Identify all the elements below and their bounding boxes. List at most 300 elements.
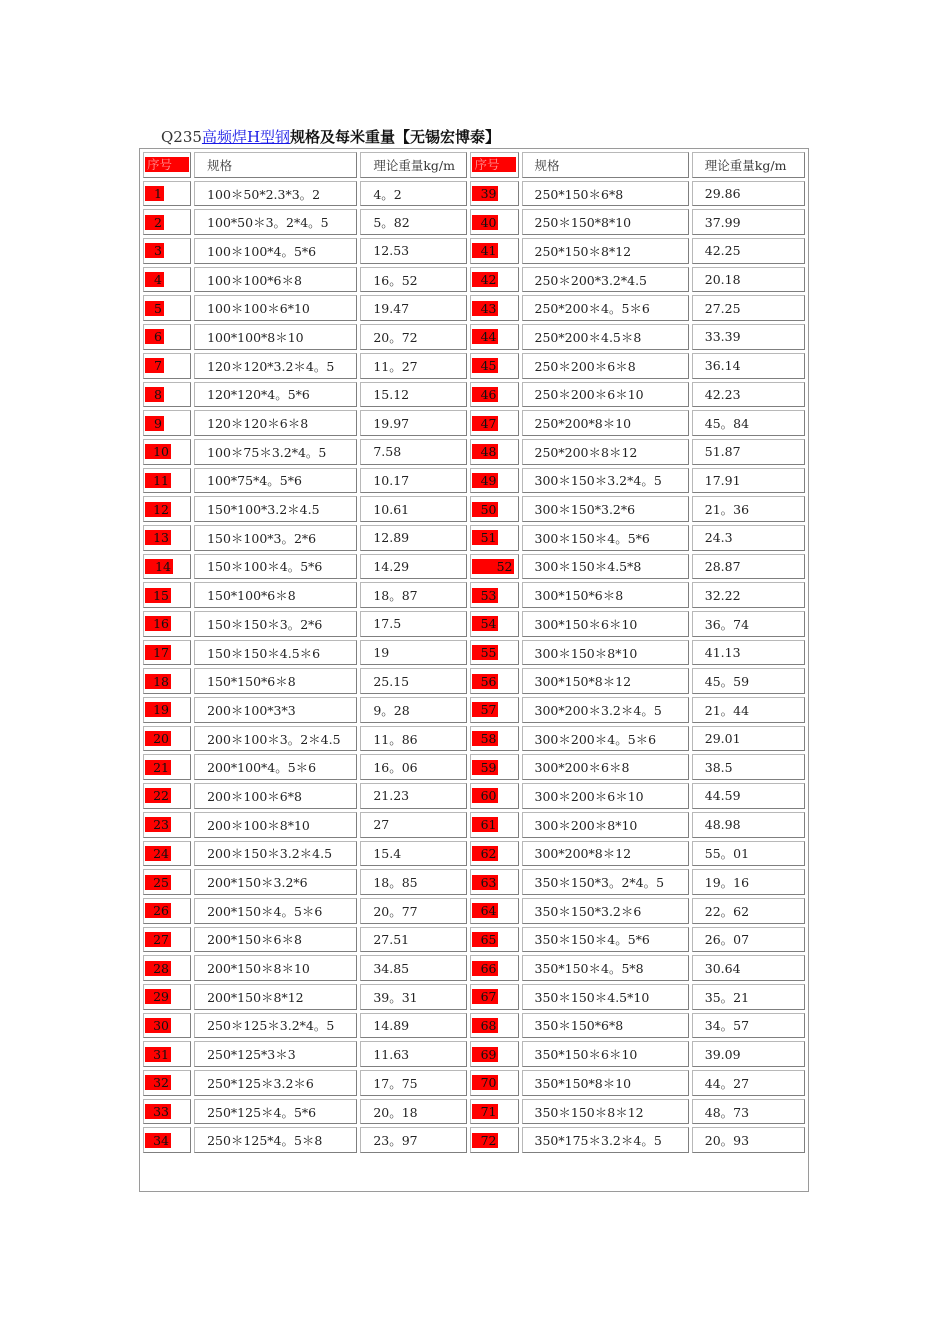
weight-right: 32.22 xyxy=(692,582,805,608)
table-row xyxy=(143,496,805,522)
page-title xyxy=(161,126,500,147)
weight-left: 23。97 xyxy=(360,1127,467,1153)
row-number-left-cell xyxy=(143,382,191,408)
spec-right: 300*150＊6＊10 xyxy=(522,611,689,637)
row-number-right-cell xyxy=(470,439,518,465)
spec-right: 300＊200＊8*10 xyxy=(522,812,689,838)
row-number-left-cell xyxy=(143,955,191,981)
row-number-right: 70 xyxy=(472,1075,498,1090)
weight-left: 19.47 xyxy=(360,295,467,321)
row-number-right-cell xyxy=(470,468,518,494)
weight-left: 12.53 xyxy=(360,238,467,264)
row-number-right-cell xyxy=(470,783,518,809)
table-row xyxy=(143,927,805,953)
weight-right: 19。16 xyxy=(692,869,805,895)
row-number-right: 53 xyxy=(472,588,498,603)
row-number-right-cell xyxy=(470,1099,518,1125)
weight-left: 16。06 xyxy=(360,754,467,780)
table-row xyxy=(143,1127,805,1153)
header-spec-left: 规格 xyxy=(194,152,357,178)
spec-left: 200*150＊6＊8 xyxy=(194,927,357,953)
row-number-left: 9 xyxy=(145,416,164,431)
spec-left: 150＊100＊4。5*6 xyxy=(194,554,357,580)
spec-left: 200*100*4。5＊6 xyxy=(194,754,357,780)
spec-left: 100＊100*6＊8 xyxy=(194,267,357,293)
row-number-right: 61 xyxy=(472,817,498,832)
row-number-left-cell xyxy=(143,525,191,551)
row-number-right-cell xyxy=(470,238,518,264)
header-no-right: 序号 xyxy=(472,157,516,172)
spec-right: 300＊200＊6＊10 xyxy=(522,783,689,809)
spec-left: 150*150*6＊8 xyxy=(194,668,357,694)
spec-left: 100＊100＊6*10 xyxy=(194,295,357,321)
row-number-right-cell xyxy=(470,668,518,694)
row-number-left-cell xyxy=(143,439,191,465)
table-row xyxy=(143,554,805,580)
row-number-right-cell xyxy=(470,382,518,408)
weight-right: 30.64 xyxy=(692,955,805,981)
row-number-left: 3 xyxy=(145,243,164,258)
row-number-right: 69 xyxy=(472,1047,498,1062)
table-row xyxy=(143,611,805,637)
spec-left: 200＊100＊6*8 xyxy=(194,783,357,809)
row-number-left-cell xyxy=(143,841,191,867)
spec-right: 300＊150＊3.2*4。5 xyxy=(522,468,689,494)
row-number-left: 22 xyxy=(145,788,171,803)
table-row xyxy=(143,697,805,723)
row-number-right: 43 xyxy=(472,301,498,316)
row-number-right: 45 xyxy=(472,358,498,373)
row-number-right-cell xyxy=(470,955,518,981)
weight-right: 41.13 xyxy=(692,640,805,666)
spec-left: 100＊75＊3.2*4。5 xyxy=(194,439,357,465)
weight-left: 9。28 xyxy=(360,697,467,723)
table-row xyxy=(143,1013,805,1039)
spec-right: 250＊200＊6＊10 xyxy=(522,382,689,408)
weight-right: 33.39 xyxy=(692,324,805,350)
row-number-right: 40 xyxy=(472,215,498,230)
row-number-left: 34 xyxy=(145,1133,171,1148)
row-number-left: 32 xyxy=(145,1075,171,1090)
row-number-left: 16 xyxy=(145,616,171,631)
spec-left: 200＊100*3*3 xyxy=(194,697,357,723)
row-number-right-cell xyxy=(470,1127,518,1153)
weight-right: 48。73 xyxy=(692,1099,805,1125)
row-number-right-cell xyxy=(470,984,518,1010)
row-number-right: 67 xyxy=(472,989,498,1004)
spec-right: 350*175＊3.2＊4。5 xyxy=(522,1127,689,1153)
weight-left: 11.63 xyxy=(360,1041,467,1067)
row-number-right: 51 xyxy=(472,530,498,545)
weight-left: 4。2 xyxy=(360,181,467,207)
spec-right: 350*150＊4。5*8 xyxy=(522,955,689,981)
spec-right: 300*200*8＊12 xyxy=(522,841,689,867)
row-number-left-cell xyxy=(143,1070,191,1096)
spec-left: 200*150＊8*12 xyxy=(194,984,357,1010)
row-number-right: 41 xyxy=(472,243,498,258)
weight-right: 38.5 xyxy=(692,754,805,780)
row-number-right: 47 xyxy=(472,416,498,431)
row-number-right: 54 xyxy=(472,616,498,631)
table-row xyxy=(143,324,805,350)
weight-left: 27.51 xyxy=(360,927,467,953)
weight-left: 19.97 xyxy=(360,410,467,436)
row-number-right: 66 xyxy=(472,961,498,976)
row-number-left: 6 xyxy=(145,329,164,344)
row-number-left-cell xyxy=(143,697,191,723)
row-number-left-cell xyxy=(143,783,191,809)
row-number-left-cell xyxy=(143,812,191,838)
row-number-right-cell xyxy=(470,353,518,379)
spec-left: 200＊100＊8*10 xyxy=(194,812,357,838)
weight-left: 11。27 xyxy=(360,353,467,379)
spec-left: 250＊125＊3.2*4。5 xyxy=(194,1013,357,1039)
weight-right: 22。62 xyxy=(692,898,805,924)
spec-left: 100＊100*4。5*6 xyxy=(194,238,357,264)
row-number-left-cell xyxy=(143,267,191,293)
row-number-right: 50 xyxy=(472,502,498,517)
spec-right: 350＊150*3。2*4。5 xyxy=(522,869,689,895)
row-number-right: 63 xyxy=(472,875,498,890)
row-number-right: 52 xyxy=(472,559,514,574)
weight-left: 18。85 xyxy=(360,869,467,895)
spec-right: 350*150＊6＊10 xyxy=(522,1041,689,1067)
table-row xyxy=(143,295,805,321)
row-number-right-cell xyxy=(470,726,518,752)
spec-left: 200＊150＊3.2＊4.5 xyxy=(194,841,357,867)
weight-left: 34.85 xyxy=(360,955,467,981)
row-number-right: 57 xyxy=(472,702,498,717)
spec-table-frame xyxy=(139,148,809,1192)
row-number-right: 49 xyxy=(472,473,498,488)
spec-left: 250*125＊4。5*6 xyxy=(194,1099,357,1125)
weight-right: 55。01 xyxy=(692,841,805,867)
weight-left: 14.29 xyxy=(360,554,467,580)
spec-right: 350＊150*3.2＊6 xyxy=(522,898,689,924)
table-row xyxy=(143,984,805,1010)
spec-right: 300*200＊3.2＊4。5 xyxy=(522,697,689,723)
row-number-right-cell xyxy=(470,927,518,953)
row-number-left: 10 xyxy=(145,444,171,459)
weight-right: 21。44 xyxy=(692,697,805,723)
row-number-right: 59 xyxy=(472,760,498,775)
table-row xyxy=(143,783,805,809)
spec-left: 200＊100＊3。2＊4.5 xyxy=(194,726,357,752)
weight-right: 29.01 xyxy=(692,726,805,752)
row-number-right: 55 xyxy=(472,645,498,660)
table-row xyxy=(143,267,805,293)
row-number-left-cell xyxy=(143,238,191,264)
table-row xyxy=(143,1041,805,1067)
weight-left: 27 xyxy=(360,812,467,838)
spec-right: 300＊150＊8*10 xyxy=(522,640,689,666)
spec-right: 250*200*8＊10 xyxy=(522,410,689,436)
weight-right: 20。93 xyxy=(692,1127,805,1153)
row-number-right-cell xyxy=(470,640,518,666)
weight-right: 51.87 xyxy=(692,439,805,465)
spec-left: 150*100*3.2＊4.5 xyxy=(194,496,357,522)
spec-right: 300＊150*3.2*6 xyxy=(522,496,689,522)
weight-left: 16。52 xyxy=(360,267,467,293)
spec-left: 250*125*3＊3 xyxy=(194,1041,357,1067)
spec-left: 150＊100*3。2*6 xyxy=(194,525,357,551)
row-number-left-cell xyxy=(143,1013,191,1039)
table-row xyxy=(143,238,805,264)
row-number-right-cell xyxy=(470,812,518,838)
spec-table xyxy=(140,149,808,1156)
header-weight-right: 理论重量kg/m xyxy=(692,152,805,178)
spec-left: 100*50＊3。2*4。5 xyxy=(194,209,357,235)
weight-right: 48.98 xyxy=(692,812,805,838)
table-row xyxy=(143,582,805,608)
weight-right: 29.86 xyxy=(692,181,805,207)
table-row xyxy=(143,181,805,207)
weight-right: 42.23 xyxy=(692,382,805,408)
spec-right: 300＊200＊4。5＊6 xyxy=(522,726,689,752)
spec-left: 100*75*4。5*6 xyxy=(194,468,357,494)
row-number-right: 48 xyxy=(472,444,498,459)
row-number-left: 30 xyxy=(145,1018,171,1033)
row-number-left-cell xyxy=(143,869,191,895)
spec-right: 350＊150＊4。5*6 xyxy=(522,927,689,953)
row-number-left-cell xyxy=(143,726,191,752)
spec-left: 150＊150＊3。2*6 xyxy=(194,611,357,637)
table-row xyxy=(143,640,805,666)
row-number-left-cell xyxy=(143,209,191,235)
row-number-left: 19 xyxy=(145,702,171,717)
weight-left: 19 xyxy=(360,640,467,666)
table-header-row xyxy=(143,152,805,178)
row-number-left-cell xyxy=(143,1127,191,1153)
weight-right: 45。59 xyxy=(692,668,805,694)
row-number-left: 7 xyxy=(145,358,164,373)
row-number-left: 2 xyxy=(145,215,164,230)
weight-left: 20。72 xyxy=(360,324,467,350)
weight-right: 35。21 xyxy=(692,984,805,1010)
weight-right: 21。36 xyxy=(692,496,805,522)
row-number-right-cell xyxy=(470,1013,518,1039)
table-row xyxy=(143,209,805,235)
spec-right: 300*200＊6＊8 xyxy=(522,754,689,780)
table-row xyxy=(143,898,805,924)
row-number-left-cell xyxy=(143,554,191,580)
spec-right: 250*150＊8*12 xyxy=(522,238,689,264)
row-number-right-cell xyxy=(470,410,518,436)
table-row xyxy=(143,353,805,379)
row-number-right: 56 xyxy=(472,674,498,689)
row-number-right: 65 xyxy=(472,932,498,947)
spec-left: 200*150＊8＊10 xyxy=(194,955,357,981)
row-number-right-cell xyxy=(470,898,518,924)
weight-right: 26。07 xyxy=(692,927,805,953)
spec-right: 300*150*6＊8 xyxy=(522,582,689,608)
row-number-left: 14 xyxy=(145,559,173,574)
table-row xyxy=(143,382,805,408)
row-number-right-cell xyxy=(470,697,518,723)
weight-left: 10.61 xyxy=(360,496,467,522)
row-number-left-cell xyxy=(143,181,191,207)
header-no-left-cell xyxy=(143,152,191,178)
row-number-right: 42 xyxy=(472,272,498,287)
row-number-left-cell xyxy=(143,640,191,666)
weight-right: 45。84 xyxy=(692,410,805,436)
weight-right: 42.25 xyxy=(692,238,805,264)
table-row xyxy=(143,439,805,465)
row-number-left-cell xyxy=(143,410,191,436)
weight-left: 7.58 xyxy=(360,439,467,465)
weight-left: 20。77 xyxy=(360,898,467,924)
spec-right: 350*150*8＊10 xyxy=(522,1070,689,1096)
spec-left: 250*125＊3.2＊6 xyxy=(194,1070,357,1096)
row-number-right-cell xyxy=(470,267,518,293)
row-number-left-cell xyxy=(143,496,191,522)
row-number-left: 12 xyxy=(145,502,171,517)
weight-right: 17.91 xyxy=(692,468,805,494)
weight-left: 17。75 xyxy=(360,1070,467,1096)
table-row xyxy=(143,525,805,551)
row-number-right: 46 xyxy=(472,387,498,402)
spec-left: 150＊150＊4.5＊6 xyxy=(194,640,357,666)
row-number-right-cell xyxy=(470,295,518,321)
row-number-left-cell xyxy=(143,295,191,321)
row-number-left: 13 xyxy=(145,530,171,545)
spec-right: 300＊150＊4.5*8 xyxy=(522,554,689,580)
weight-right: 27.25 xyxy=(692,295,805,321)
row-number-left-cell xyxy=(143,324,191,350)
table-row xyxy=(143,410,805,436)
table-row xyxy=(143,668,805,694)
spec-left: 100＊50*2.3*3。2 xyxy=(194,181,357,207)
row-number-right: 44 xyxy=(472,329,498,344)
row-number-left: 28 xyxy=(145,961,171,976)
weight-left: 15.12 xyxy=(360,382,467,408)
row-number-right-cell xyxy=(470,209,518,235)
weight-right: 20.18 xyxy=(692,267,805,293)
spec-left: 100*100*8＊10 xyxy=(194,324,357,350)
spec-left: 120*120*4。5*6 xyxy=(194,382,357,408)
row-number-right-cell xyxy=(470,841,518,867)
weight-left: 20。18 xyxy=(360,1099,467,1125)
spec-left: 120＊120＊6＊8 xyxy=(194,410,357,436)
weight-left: 17.5 xyxy=(360,611,467,637)
row-number-left: 8 xyxy=(145,387,164,402)
row-number-right-cell xyxy=(470,869,518,895)
row-number-left: 18 xyxy=(145,674,171,689)
row-number-right-cell xyxy=(470,582,518,608)
weight-right: 24.3 xyxy=(692,525,805,551)
row-number-left-cell xyxy=(143,582,191,608)
weight-left: 12.89 xyxy=(360,525,467,551)
spec-right: 250*200＊4.5＊8 xyxy=(522,324,689,350)
spec-right: 350＊150*6*8 xyxy=(522,1013,689,1039)
table-row xyxy=(143,468,805,494)
row-number-right: 60 xyxy=(472,788,498,803)
spec-right: 350＊150＊8＊12 xyxy=(522,1099,689,1125)
table-row xyxy=(143,1070,805,1096)
weight-left: 11。86 xyxy=(360,726,467,752)
header-weight-left: 理论重量kg/m xyxy=(360,152,467,178)
row-number-left: 23 xyxy=(145,817,171,832)
row-number-left-cell xyxy=(143,984,191,1010)
row-number-left: 20 xyxy=(145,731,171,746)
row-number-right: 64 xyxy=(472,903,498,918)
weight-left: 5。82 xyxy=(360,209,467,235)
row-number-left-cell xyxy=(143,1099,191,1125)
weight-right: 36。74 xyxy=(692,611,805,637)
title-suffix: 规格及每米重量【无锡宏博泰】 xyxy=(290,128,501,146)
row-number-left: 15 xyxy=(145,588,171,603)
row-number-left: 25 xyxy=(145,875,171,890)
row-number-right: 71 xyxy=(472,1104,498,1119)
row-number-right: 72 xyxy=(472,1133,498,1148)
header-spec-right: 规格 xyxy=(522,152,689,178)
row-number-left: 4 xyxy=(145,272,164,287)
table-row xyxy=(143,1099,805,1125)
row-number-right-cell xyxy=(470,324,518,350)
spec-right: 300＊150＊4。5*6 xyxy=(522,525,689,551)
spec-right: 250＊150*8*10 xyxy=(522,209,689,235)
weight-right: 36.14 xyxy=(692,353,805,379)
row-number-right-cell xyxy=(470,525,518,551)
title-link[interactable]: 高频焊H型钢 xyxy=(201,128,291,146)
table-row xyxy=(143,955,805,981)
weight-right: 28.87 xyxy=(692,554,805,580)
spec-right: 300*150*8＊12 xyxy=(522,668,689,694)
row-number-left: 31 xyxy=(145,1047,171,1062)
weight-left: 25.15 xyxy=(360,668,467,694)
row-number-right-cell xyxy=(470,1041,518,1067)
spec-right: 350＊150＊4.5*10 xyxy=(522,984,689,1010)
weight-right: 44.59 xyxy=(692,783,805,809)
row-number-left: 29 xyxy=(145,989,171,1004)
row-number-right-cell xyxy=(470,611,518,637)
weight-left: 18。87 xyxy=(360,582,467,608)
row-number-left-cell xyxy=(143,611,191,637)
row-number-left: 17 xyxy=(145,645,171,660)
row-number-left: 21 xyxy=(145,760,171,775)
row-number-right-cell xyxy=(470,496,518,522)
spec-left: 120＊120*3.2＊4。5 xyxy=(194,353,357,379)
row-number-left: 1 xyxy=(145,186,164,201)
row-number-left-cell xyxy=(143,468,191,494)
row-number-left: 26 xyxy=(145,903,171,918)
row-number-right: 39 xyxy=(472,186,498,201)
spec-left: 150*100*6＊8 xyxy=(194,582,357,608)
weight-left: 21.23 xyxy=(360,783,467,809)
spec-left: 250＊125*4。5＊8 xyxy=(194,1127,357,1153)
row-number-left-cell xyxy=(143,898,191,924)
spec-left: 200*150＊4。5＊6 xyxy=(194,898,357,924)
table-row xyxy=(143,754,805,780)
weight-left: 14.89 xyxy=(360,1013,467,1039)
spec-right: 250*150＊6*8 xyxy=(522,181,689,207)
row-number-left-cell xyxy=(143,927,191,953)
spec-right: 250＊200＊6＊8 xyxy=(522,353,689,379)
row-number-left-cell xyxy=(143,754,191,780)
spec-left: 200*150＊3.2*6 xyxy=(194,869,357,895)
row-number-right: 68 xyxy=(472,1018,498,1033)
header-no-left: 序号 xyxy=(145,157,189,172)
row-number-left: 24 xyxy=(145,846,171,861)
row-number-right: 58 xyxy=(472,731,498,746)
weight-left: 15.4 xyxy=(360,841,467,867)
row-number-right: 62 xyxy=(472,846,498,861)
table-row xyxy=(143,841,805,867)
header-no-right-cell xyxy=(470,152,518,178)
row-number-right-cell xyxy=(470,754,518,780)
weight-right: 44。27 xyxy=(692,1070,805,1096)
row-number-left-cell xyxy=(143,668,191,694)
